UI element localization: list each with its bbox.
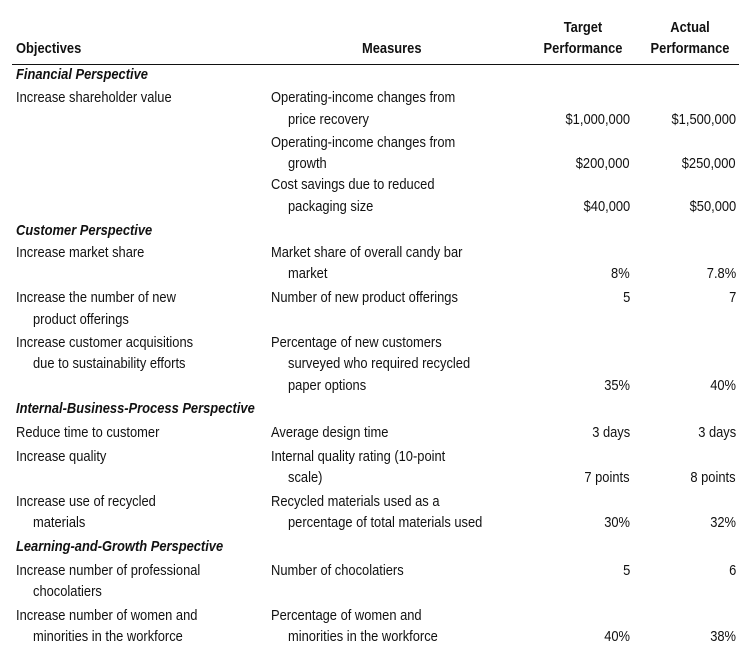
header-target-line2: Performance xyxy=(543,40,623,57)
header-objectives: Objectives xyxy=(16,40,82,57)
target-recycled-paper: 35% xyxy=(604,377,630,394)
measure-recycled-materials-line1: Recycled materials used as a xyxy=(271,493,440,510)
measure-price-recovery-line2: price recovery xyxy=(288,111,370,128)
objective-new-products-line1: Increase the number of new xyxy=(16,289,176,306)
measure-market-share-line2: market xyxy=(288,265,328,282)
actual-chocolatiers: 6 xyxy=(728,562,736,579)
target-price-recovery: $1,000,000 xyxy=(565,111,630,128)
target-growth: $200,000 xyxy=(576,155,630,172)
measure-packaging-line2: packaging size xyxy=(288,198,374,215)
actual-women: 38% xyxy=(710,628,736,645)
section-learning: Learning-and-Growth Perspective xyxy=(16,538,224,555)
target-packaging: $40,000 xyxy=(583,198,630,215)
section-financial: Financial Perspective xyxy=(16,66,148,83)
section-customer: Customer Perspective xyxy=(16,222,153,239)
objective-market-share: Increase market share xyxy=(16,244,145,261)
actual-quality-rating: 8 points xyxy=(690,469,736,486)
actual-price-recovery: $1,500,000 xyxy=(671,111,736,128)
objective-shareholder-value: Increase shareholder value xyxy=(16,89,172,106)
objective-chocolatiers-line2: chocolatiers xyxy=(33,583,102,600)
measure-growth-line2: growth xyxy=(288,155,327,172)
measure-packaging-line1: Cost savings due to reduced xyxy=(271,176,435,193)
objective-diversity-line2: minorities in the workforce xyxy=(33,628,183,645)
objective-new-products-line2: product offerings xyxy=(33,311,129,328)
measure-market-share-line1: Market share of overall candy bar xyxy=(271,244,463,261)
target-recycled-materials: 30% xyxy=(604,514,630,531)
measure-women-line2: minorities in the workforce xyxy=(288,628,438,645)
actual-growth: $250,000 xyxy=(682,155,736,172)
measure-women-line1: Percentage of women and xyxy=(271,607,422,624)
target-chocolatiers: 5 xyxy=(622,562,630,579)
actual-design-time: 3 days xyxy=(697,424,736,441)
target-design-time: 3 days xyxy=(591,424,630,441)
actual-new-offerings: 7 xyxy=(728,289,736,306)
actual-packaging: $50,000 xyxy=(689,198,736,215)
measure-growth-line1: Operating-income changes from xyxy=(271,134,456,151)
measure-new-offerings: Number of new product offerings xyxy=(271,289,458,306)
header-measures: Measures xyxy=(362,40,422,57)
objective-quality: Increase quality xyxy=(16,448,107,465)
objective-acquisitions-line2: due to sustainability efforts xyxy=(33,355,186,372)
measure-recycled-paper-line2: surveyed who required recycled xyxy=(288,355,471,372)
objective-acquisitions-line1: Increase customer acquisitions xyxy=(16,334,194,351)
measure-quality-rating-line2: scale) xyxy=(288,469,323,486)
measure-price-recovery-line1: Operating-income changes from xyxy=(271,89,456,106)
measure-recycled-materials-line2: percentage of total materials used xyxy=(288,514,483,531)
section-internal: Internal-Business-Process Perspective xyxy=(16,400,255,417)
target-women: 40% xyxy=(604,628,630,645)
measure-design-time: Average design time xyxy=(271,424,389,441)
target-quality-rating: 7 points xyxy=(584,469,630,486)
header-actual-line2: Performance xyxy=(650,40,730,57)
actual-market-share: 7.8% xyxy=(706,265,736,282)
actual-recycled-materials: 32% xyxy=(710,514,736,531)
target-market-share: 8% xyxy=(611,265,630,282)
measure-recycled-paper-line3: paper options xyxy=(288,377,367,394)
objective-time-to-customer: Reduce time to customer xyxy=(16,424,160,441)
objective-diversity-line1: Increase number of women and xyxy=(16,607,198,624)
header-actual-line1: Actual xyxy=(670,19,710,36)
objective-recycled-line2: materials xyxy=(33,514,86,531)
target-new-offerings: 5 xyxy=(622,289,630,306)
measure-chocolatiers: Number of chocolatiers xyxy=(271,562,404,579)
objective-chocolatiers-line1: Increase number of professional xyxy=(16,562,201,579)
actual-recycled-paper: 40% xyxy=(710,377,736,394)
measure-recycled-paper-line1: Percentage of new customers xyxy=(271,334,442,351)
objective-recycled-line1: Increase use of recycled xyxy=(16,493,156,510)
measure-quality-rating-line1: Internal quality rating (10-point xyxy=(271,448,446,465)
header-target-line1: Target xyxy=(563,19,603,36)
